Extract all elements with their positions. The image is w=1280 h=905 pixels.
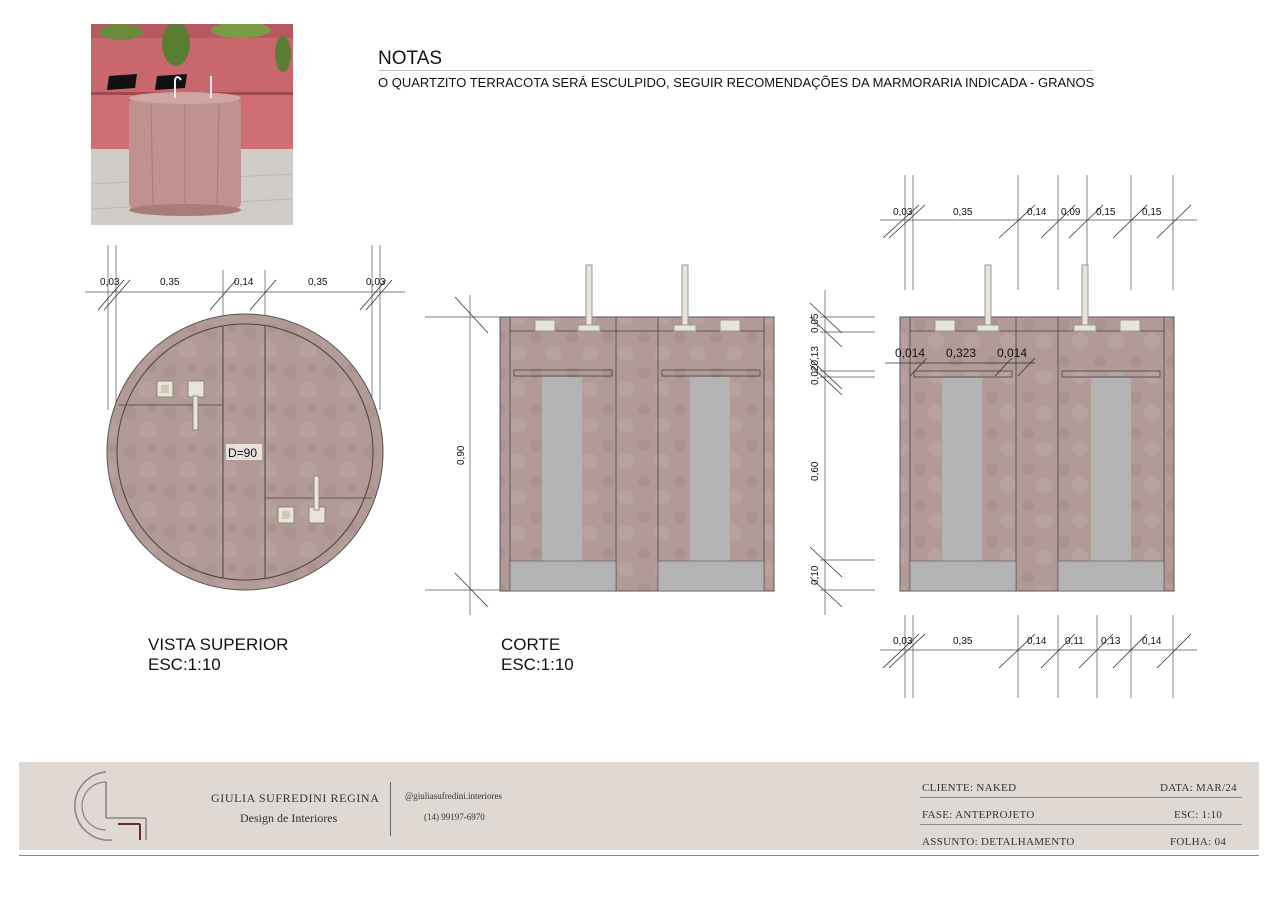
elev-top-dim-6: 0,15	[1142, 207, 1162, 218]
top-dim-1: 0,03	[100, 277, 120, 288]
diameter-label: D=90	[228, 446, 258, 460]
inner-dim-2: 0,323	[946, 346, 977, 360]
top-dim-3: 0,14	[234, 277, 254, 288]
section-scale: ESC:1:10	[501, 655, 574, 674]
date-field: DATA: MAR/24	[1160, 782, 1237, 794]
elev-bottom-dim-5: 0,13	[1101, 636, 1121, 647]
elev-bottom-dim-4: 0,11	[1065, 636, 1084, 647]
sheet-field: FOLHA: 04	[1170, 836, 1227, 848]
inner-dim-3: 0,014	[997, 346, 1028, 360]
footer-divider	[390, 782, 391, 836]
tb-line-2	[920, 824, 1242, 825]
designer-role: Design de Interiores	[240, 811, 338, 825]
elev-bottom-dim-6: 0,14	[1142, 636, 1162, 647]
vdim-3: 0,60	[810, 461, 821, 481]
elev-bottom-dim-3: 0,14	[1027, 636, 1047, 647]
section-drawing	[420, 255, 800, 625]
instagram-handle: @giuliasufredini.interiores	[405, 791, 503, 801]
section-title: CORTE	[501, 635, 561, 654]
vdim-1: 0,05	[810, 313, 821, 333]
notes-title: NOTAS	[378, 48, 443, 69]
phone-number: (14) 99197-6970	[424, 812, 485, 822]
scale-field: ESC: 1:10	[1174, 809, 1223, 821]
elev-top-dim-1: 0,03	[893, 207, 913, 218]
title-block-bottom-line	[19, 855, 1259, 856]
vdim-4: 0,10	[810, 565, 821, 585]
render-photo	[91, 24, 293, 225]
phase-field: FASE: ANTEPROJETO	[922, 809, 1035, 821]
vdim-2: 0,020,13	[810, 346, 821, 385]
elev-top-dim-5: 0,15	[1096, 207, 1116, 218]
subject-field: ASSUNTO: DETALHAMENTO	[922, 836, 1075, 848]
elev-bottom-dim-1: 0,03	[893, 636, 913, 647]
elev-top-dim-3: 0,14	[1027, 207, 1047, 218]
brand-logo	[66, 768, 150, 844]
elevation-drawing	[875, 170, 1205, 700]
top-dim-2: 0,35	[160, 277, 180, 288]
top-view-drawing	[80, 240, 410, 600]
inner-dim-1: 0,014	[895, 346, 926, 360]
notes-text: O QUARTZITO TERRACOTA SERÁ ESCULPIDO, SEGUIR RECOMENDAÇÕES DA MARMORARIA INDICADA - GRANOS	[378, 75, 1095, 90]
elev-top-dim-2: 0,35	[953, 207, 973, 218]
elev-top-dim-4: 0,09	[1061, 207, 1081, 218]
top-dim-5: 0,03	[366, 277, 386, 288]
notes-divider	[378, 70, 1093, 71]
client-field: CLIENTE: NAKED	[922, 782, 1017, 794]
designer-name: GIULIA SUFREDINI REGINA	[211, 791, 380, 805]
top-view-scale: ESC:1:10	[148, 655, 221, 674]
tb-line-1	[920, 797, 1242, 798]
section-height: 0,90	[456, 445, 467, 465]
top-dim-4: 0,35	[308, 277, 328, 288]
top-view-title: VISTA SUPERIOR	[148, 635, 289, 654]
elev-bottom-dim-2: 0,35	[953, 636, 973, 647]
